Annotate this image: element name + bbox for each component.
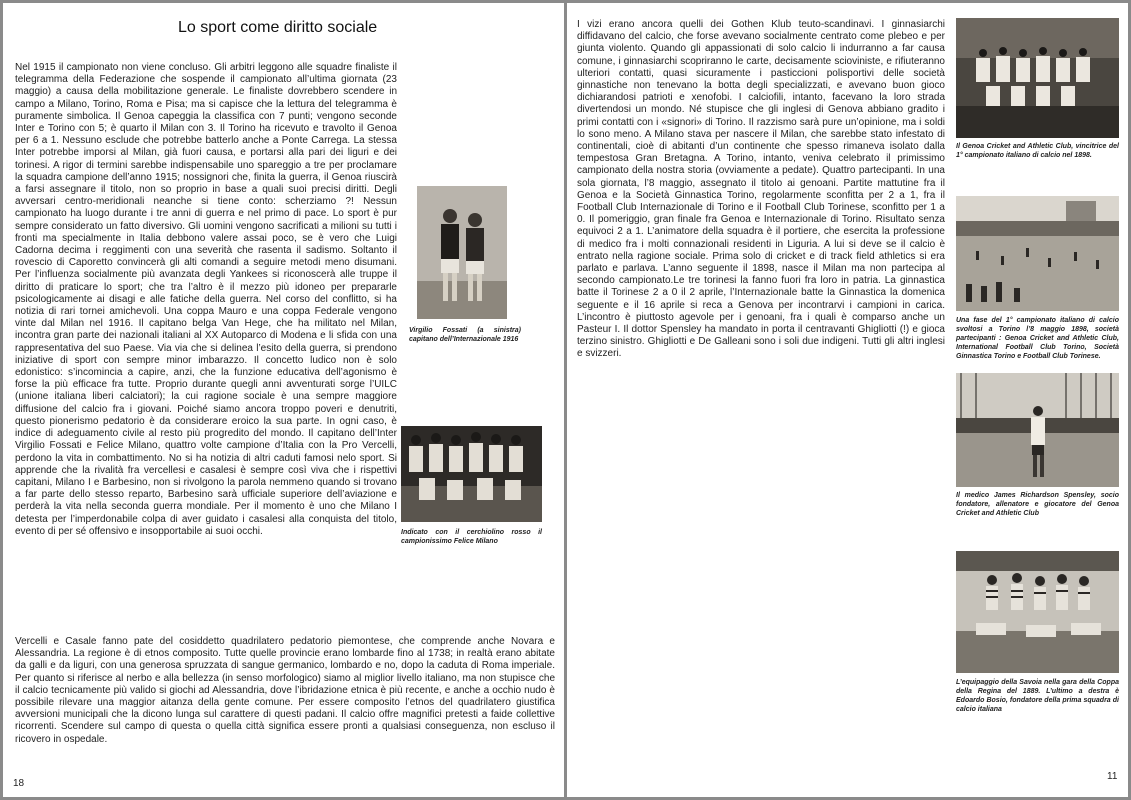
caption-genoa-team: Il Genoa Cricket and Athletic Club, vincitrice del 1° campionato italiano di calcio nel 1898.: [956, 143, 1119, 159]
right-body-text: [577, 19, 945, 361]
caption-spensley: Il medico James Richardson Spensley, socio fondatore, allenatore e giocatore del Genoa Cricket and Athletic Club: [956, 492, 1119, 517]
caption-savoia-crew: L’equipaggio della Savoia nella gara della Coppa della Regina del 1889. L’ultimo a destra è Edoardo Bosio, fondatore della prima squadra di calcio italiana: [956, 679, 1119, 713]
left-paragraph-1: Nel 1915 il campionato non viene concluso. Gli arbitri leggono alle squadre finaliste il telegramma della Federazione che sospende il campionato all’ultima giornata (23 maggio) a causa della mobilitazione generale. Le finaliste dovrebbero scendere in campo a Milano, Torino, Roma e Pisa; ma si capisce che la lettura del telegramma è puramente simbolica. Il Genoa capeggia la classifica con 7 punti; vengono seconde Inter e Torino con 5; è quarto il Milan con 3. Il Torino ha ricevuto e travolto il Genoa per 6 a 1. Nessuno esclude che potrebbe batterlo anche a Ponte Carrega. La stessa Inter potrebbe imporsi al Milan, già fuori causa, e portarsi alla pari dei liguri e dei torinesi. A rigor di termini sarebbe indispensabile uno spareggio a tre per proclamare la squadra campione dell’anno 1915; nossignori che, finita la guerra, il Genoa riuscirà a farsi assegnare il titolo, non so proprio in base a quali suoi precisi diritti. Degli avversari centro-meridionali neanche si tiene conto: scherziamo ?! Nessun campionato ha luogo durante i tre anni di guerra e nel primo di pace. Lo sport è pur sempre considerato un fatto diversivo. Gli uomini vengono sacrificati a milioni su tutti i fronti ma specialmente in Italia debbono valere assai poco, se è vero che Luigi Cadorna decima i reggimenti con una severità che rasenta il sadismo. Soltanto il rovescio di Caporetto convincerà gli alti comandi a seguire metodi meno disumani. Per l’influenza socialmente più avanzata degli Yankees si riconoscerà alle truppe il diritto di praticare lo sport; che tra l’altro è il mezzo più idoneo per prepararle psicologicamente ai disagi e alle fatiche della guerra. Nel corso del conflitto, si ha notizia di rari tornei amichevoli. Una coppa Mauro e una coppa Federale vengono vinte dal Milan nel 1916. Il capitano belga Van Hege, che ha militato nel Milan, incontra gran parte dei nazionali italiani al XX Autoparco di Modena e li sfida con una rappresentativa del suo Paese. Via via che si delinea l’esito della guerra, si prendono iniziative di sport con sempre minor imbarazzo. Il concetto ludico non è solo edonistico: s’incomincia a capire, anzi, che la funzione educativa dell’agonismo è forse la più efficace fra tutte. Proprio durante quegli anni avventurati sorge l’UILC (unione italiana liberi calciatori); la cui ragione sociale è una sempre maggiore diffusione del calcio fra i giovani. Poiché siamo ancora troppo poveri e denutriti, questo pionerismo pedatorio è da considerare eroico la sua parte. In ogni caso, è indice di adeguamento civile al resto più progredito del mondo. Il capitano dell’Inter Virgilio Fossati e Felice Milano, quattro volte campione d’Italia con la Pro Vercelli, perdono la vita in combattimento. No si ha notizia di altri caduti famosi nelo sport. Si apprende che la rivalità fra vercellesi e casalesi è sempre così viva che i rispettivi capitani, Milano I e Barbesino, non si rivolgono la parola nemmeno quando si trovano a far parte dello stesso reparto, Barbesino sarà ufficiale superiore dell’aviazione e perderà la vita nella seconda guerra mondiale. Per il momento è uno che Milano I detesta per l’imperdonabile colpa di aver guidato i casalesi alla conquista del titolo, evento di per sé offensivo e insopportabile ai suoi occhi.: [15, 62, 397, 537]
photo-pro-vercelli-team: [401, 426, 542, 522]
caption-first-championship: Una fase del 1° campionato italiano di calcio svoltosi a Torino l’8 maggio 1898, società partecipanti : Genoa Cricket and Athletic Club, International Football Club Torino, Società Ginnastica Torino e Football Club Torinese.: [956, 317, 1119, 360]
left-page: [3, 3, 564, 797]
left-paragraph-2: Vercelli e Casale fanno pate del cosiddetto quadrilatero pedatorio piemontese, che comprende anche Novara e Alessandria. La regione è di etnos composito. Tutte quelle provincie erano lombarde fino al 1738; in realtà erano abitate da galli e da liguri, con una generosa spruzzata di sangue germanico, lombardo e no, dopo la caduta di Roma imperiale. Per quanto si riferisce al nerbo e alla bellezza (in senso morfologico) siamo al miglior livello italiano, ma non stupisce che il calcio tecnicamente più valido si giochi ad Alessandria, dove l’ibridazione etnica è più recente, e anche a occhio nudo è possibile rilevare una maggior aitanza della gente comune. Per essere composito l’etnos del quadrilatero giustifica avversioni municipali che la dicono lunga sul carattere di questi padani. Il calcio offre magnifici pretesti a faide collettive ricorrenti. Scendere sul campo di questa o quella città significa essere pronti a qualsiasi conseguenza, non escluso il ricovero in ospedale.: [15, 636, 555, 745]
right-paragraph-1: I vizi erano ancora quelli dei Gothen Klub teuto-scandinavi. I ginnasiarchi diffidavano del calcio, che forse avevano socialmente centrato come plebeo e per giunta violento. Quando gli appassionati di solo calcio li indurranno a far causa comune, i ginnasiarchi scopriranno le carte, decisamente scioviniste, e rifiuteranno ulteriori contatti, quasi sicuramente i pasticcioni polisportivi delle società ginnastiche non tenevano la botta degli specializzati, e avevano buon gioco dichiarandosi patrioti e xenofobi. I calciofili, intanto, facevano la loro strada divertendosi un mondo. Né stupisce che gli inglesi di Genova abbiano gradito i primi contatti con i «signori» di Torino. Il razzismo sarà pure un’opinione, ma i soldi lo sono meno. A Milano stava per nascere il Milan, che sarebbe stato infestato di continentali, cioè di abitanti d’un continente che spesso rimaneva isolato dalla tempestosa Gran Bretagna. A Torino, intanto, veniva celebrato il primissimo campionato della nostra storia (ovviamente a pedate). Quattro partecipanti. In una sola giornata, l’8 maggio, assegnato il titolo ai genoani. Partite mattutine fra il Genoa e la Società Ginnastica Torino, regolarmente sconfitta per 2 a 1, fra il Football Club Internazionale di Torino e il Football Club Torinese, sconfitto per 1 a 0. Il pomeriggio, gran finale fra Genoa e Internazionale di Torino. Risultato senza equivoci 2 a 1. L’animatore della squadra è il portiere, che esercita la professione di medico fra i molti connazionali residenti in Liguria. A lui si deve se il calcio è entrato nella ragione sociale. Prima solo di cricket e di track field athletics si era parlato e parlava. L’anno seguente il 1898, nasce il Milan ma non partecipa al secondo campionato.Le tre torinesi la fanno fuori fra loro in patria. La ginnastica batte il Torinese 2 a 0 il 2 aprile, l’Internazionale batte la Ginnastica la domenica seguente e il 16 aprile si reca a Genova per incontrarvi i campioni in carica. L’incontro è piuttosto agevole per i genoani, fra i quali è comparso anche un Pasteur I. Il dottor Spensley ha mandato in porta il centravanti Ghigliotti (!) e gioca terzino sinistro. Ghigliotti e De Galleani sono i soli due indigeni. Tutti gli altri inglesi e svizzeri.: [577, 19, 945, 360]
left-body-text-bottom: [15, 636, 555, 746]
photo-spensley: [956, 373, 1119, 487]
caption-felice-milano: Indicato con il cerchiolino rosso il campionissimo Felice Milano: [401, 529, 542, 545]
caption-fossati: Virgilio Fossati (a sinistra) capitano dell’Internazionale 1916: [409, 327, 521, 343]
page-number-right: 11: [1107, 771, 1118, 782]
page-title: Lo sport come diritto sociale: [178, 19, 378, 36]
page-number-left: 18: [13, 778, 25, 789]
photo-fossati: [417, 186, 507, 319]
photo-first-championship-match: [956, 196, 1119, 311]
photo-genoa-team-1898: [956, 18, 1119, 138]
left-body-text: [15, 62, 397, 538]
photo-savoia-crew: [956, 551, 1119, 673]
right-page: [567, 3, 1128, 797]
